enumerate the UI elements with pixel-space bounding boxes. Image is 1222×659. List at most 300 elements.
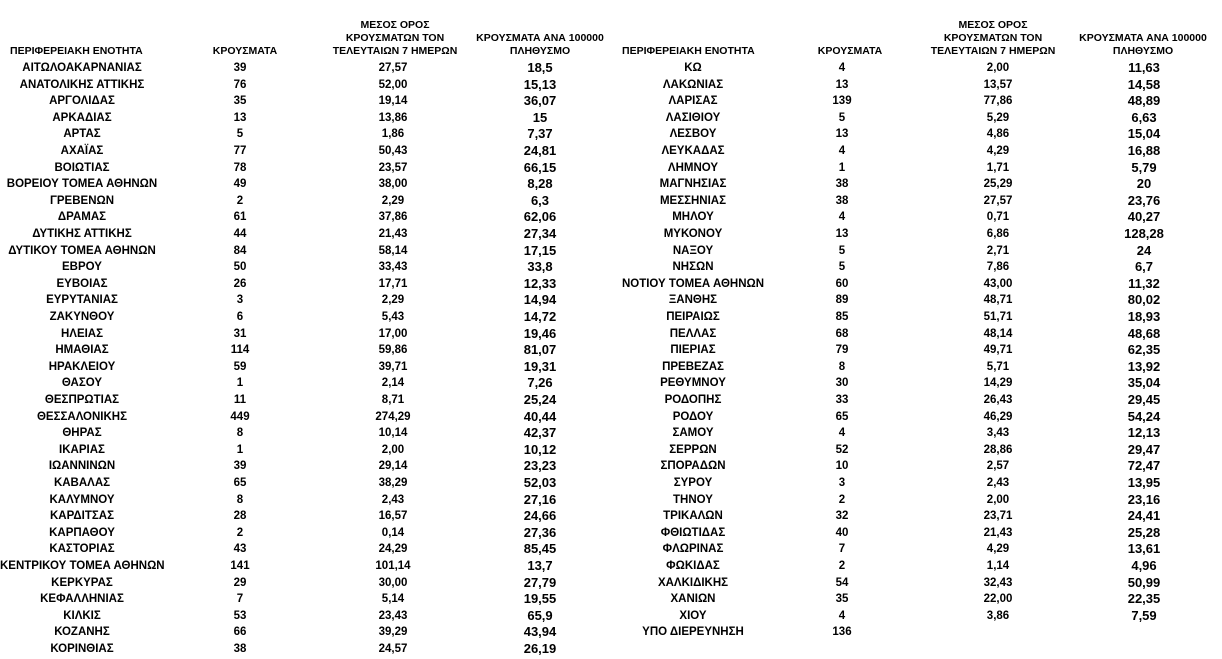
cell-cases: 7: [236, 593, 244, 606]
cell-avg7: 27,57: [378, 62, 408, 74]
cell-avg7: 46,29: [983, 410, 1013, 423]
cell-avg7: 5,29: [986, 111, 1010, 124]
cell-cases: 2: [838, 560, 846, 572]
cell-region: ΘΕΣΣΑΛΟΝΙΚΗΣ: [36, 410, 128, 423]
cell-per100k: 80,02: [1127, 292, 1161, 308]
cell-cases: 141: [230, 560, 250, 572]
cell-avg7: 6,86: [986, 228, 1010, 240]
table-row: [0, 492, 610, 509]
table-row: [0, 60, 610, 77]
table-row: [0, 326, 610, 343]
cell-avg7: 32,43: [983, 576, 1013, 589]
table-row: [610, 575, 1222, 592]
table-row: [0, 508, 610, 525]
table-row: [0, 309, 610, 326]
cell-avg7: 2,00: [986, 62, 1010, 74]
header-per100k-line2: ΠΛΗΘΥΣΜΟ: [509, 45, 571, 57]
cell-region: ΜΑΓΝΗΣΙΑΣ: [659, 178, 727, 191]
cell-region: ΠΡΕΒΕΖΑΣ: [662, 360, 724, 373]
cell-region: ΜΗΛΟΥ: [672, 211, 714, 224]
cell-avg7: 2,71: [986, 244, 1010, 257]
cell-cases: 38: [835, 194, 849, 207]
cell-region: ΡΕΘΥΜΝΟΥ: [660, 377, 726, 390]
cell-region: ΛΕΥΚΑΔΑΣ: [661, 145, 725, 157]
table-row: [610, 425, 1222, 442]
cell-cases: 66: [233, 626, 247, 639]
table-row: [0, 276, 610, 293]
table-row: [0, 442, 610, 459]
cell-per100k: 6,63: [1131, 109, 1157, 125]
cell-region: ΕΒΡΟΥ: [62, 261, 102, 274]
cell-avg7: 5,43: [381, 311, 405, 323]
cell-cases: 4: [838, 211, 846, 224]
cell-region: ΠΕΛΛΑΣ: [669, 327, 717, 340]
table-row: [0, 226, 610, 243]
cell-avg7: 2,43: [381, 493, 405, 506]
cell-avg7: 24,29: [378, 543, 408, 556]
cell-avg7: 29,14: [378, 460, 408, 473]
cell-region: ΘΕΣΠΡΩΤΙΑΣ: [44, 394, 120, 406]
cell-region: ΤΗΝΟΥ: [673, 493, 713, 506]
cell-region: ΘΗΡΑΣ: [62, 427, 102, 440]
table-row: [610, 226, 1222, 243]
table-row: [610, 193, 1222, 210]
cell-avg7: 14,29: [983, 377, 1013, 390]
cell-cases: 65: [835, 410, 849, 423]
cell-cases: 60: [835, 277, 849, 290]
cell-per100k: 29,47: [1127, 441, 1161, 457]
table-row: [610, 243, 1222, 260]
cell-avg7: 26,43: [983, 394, 1013, 406]
table-row: [610, 342, 1222, 359]
cell-cases: 28: [233, 510, 247, 523]
cell-per100k: 14,58: [1127, 76, 1161, 92]
cell-per100k: 24,41: [1127, 508, 1161, 524]
cell-region: ΣΕΡΡΩΝ: [669, 443, 717, 456]
table-row: [610, 475, 1222, 492]
cell-avg7: 17,71: [378, 277, 408, 290]
cell-cases: 4: [838, 609, 846, 622]
header-avg7: [918, 19, 1068, 58]
cell-cases: 139: [832, 95, 852, 108]
cell-avg7: 37,86: [378, 211, 408, 224]
header-cases: ΚΡΟΥΣΜΑΤΑ: [817, 45, 883, 57]
cell-region: ΥΠΟ ΔΙΕΡΕΥΝΗΣΗ: [642, 626, 744, 639]
table-row: [0, 475, 610, 492]
table-row: [0, 110, 610, 127]
table-row: [610, 541, 1222, 558]
left-table-header: [0, 0, 610, 60]
cell-per100k: 19,46: [523, 325, 557, 341]
cell-per100k: 13,7: [527, 558, 553, 573]
table-row: [0, 126, 610, 143]
table-row: [610, 276, 1222, 293]
cell-per100k: 7,59: [1131, 607, 1157, 623]
right-table-header: [610, 0, 1222, 60]
cell-region: ΑΧΑΪΑΣ: [60, 145, 104, 157]
cell-region: ΖΑΚΥΝΘΟΥ: [49, 311, 115, 323]
cell-cases: 32: [835, 510, 849, 523]
header-per100k-line1: ΚΡΟΥΣΜΑΤΑ ΑΝΑ 100000: [1079, 32, 1207, 44]
cell-region: ΣΥΡΟΥ: [673, 477, 713, 489]
table-row: [610, 558, 1222, 575]
header-avg7-line1: ΜΕΣΟΣ ΟΡΟΣ: [958, 19, 1028, 31]
cell-avg7: 1,71: [986, 161, 1010, 174]
cell-region: ΠΕΙΡΑΙΩΣ: [666, 311, 720, 323]
cell-per100k: 22,35: [1127, 591, 1161, 607]
cell-region: ΕΥΡΥΤΑΝΙΑΣ: [46, 294, 118, 307]
table-row: [0, 458, 610, 475]
cell-avg7: 39,71: [378, 360, 408, 373]
header-avg7-line3: ΤΕΛΕΥΤΑΙΩΝ 7 ΗΜΕΡΩΝ: [930, 45, 1056, 57]
cell-per100k: 14,94: [523, 292, 557, 308]
cell-region: ΚΕΦΑΛΛΗΝΙΑΣ: [40, 593, 124, 606]
cell-avg7: 28,86: [983, 443, 1013, 456]
cell-cases: 13: [835, 128, 849, 141]
cell-cases: 33: [835, 394, 849, 406]
cell-per100k: 15,13: [523, 76, 557, 92]
cell-avg7: 22,00: [983, 593, 1013, 606]
cell-per100k: 13,95: [1127, 475, 1161, 490]
cell-region: ΑΡΓΟΛΙΔΑΣ: [49, 95, 115, 108]
cell-per100k: 48,89: [1127, 93, 1161, 109]
cell-avg7: 49,71: [983, 344, 1013, 357]
table-row: [0, 575, 610, 592]
cell-cases: 3: [236, 294, 244, 307]
cell-avg7: 13,86: [378, 111, 408, 124]
cell-per100k: 25,24: [523, 392, 557, 407]
cell-per100k: 48,68: [1127, 325, 1161, 341]
cell-per100k: 7,26: [527, 375, 553, 391]
cell-cases: 8: [838, 360, 846, 373]
cell-cases: 26: [233, 277, 247, 290]
table-row: [610, 176, 1222, 193]
cell-avg7: 101,14: [375, 560, 411, 572]
table-row: [610, 93, 1222, 110]
table-row: [0, 259, 610, 276]
cell-region: ΚΑΡΠΑΘΟΥ: [49, 526, 115, 539]
cell-per100k: 40,27: [1127, 209, 1161, 225]
cell-cases: 49: [233, 178, 247, 191]
cell-per100k: 18,93: [1127, 309, 1161, 324]
cell-avg7: 23,43: [378, 609, 408, 622]
cell-per100k: 27,79: [523, 574, 557, 590]
cell-avg7: 52,00: [378, 78, 408, 91]
cell-region: ΑΡΚΑΔΙΑΣ: [52, 111, 112, 124]
table-row: [0, 359, 610, 376]
cell-region: ΛΕΣΒΟΥ: [669, 128, 717, 141]
header-avg7-line3: ΤΕΛΕΥΤΑΙΩΝ 7 ΗΜΕΡΩΝ: [332, 45, 458, 57]
cell-per100k: 23,23: [523, 458, 557, 474]
cell-per100k: 10,12: [523, 441, 557, 457]
cell-per100k: 20: [1136, 176, 1152, 192]
cell-region: ΙΩΑΝΝΙΝΩΝ: [48, 460, 116, 473]
cell-cases: 7: [838, 543, 846, 556]
cell-avg7: 13,57: [983, 78, 1013, 91]
cell-region: ΚΑΒΑΛΑΣ: [53, 477, 111, 489]
cell-region: ΚΩ: [684, 62, 702, 74]
cell-per100k: 12,13: [1127, 425, 1161, 441]
header-per100k: [1068, 32, 1218, 58]
table-row: [610, 209, 1222, 226]
table-row: [610, 525, 1222, 542]
cell-per100k: 52,03: [523, 475, 557, 490]
cell-cases: 52: [835, 443, 849, 456]
cell-region: ΑΙΤΩΛΟΑΚΑΡΝΑΝΙΑΣ: [22, 62, 142, 74]
cell-per100k: 23,16: [1127, 491, 1161, 507]
cell-per100k: 62,35: [1127, 342, 1161, 358]
table-row: [610, 60, 1222, 77]
cell-avg7: 24,57: [378, 643, 408, 655]
cell-cases: 5: [838, 244, 846, 257]
cell-per100k: 23,76: [1127, 192, 1161, 208]
cell-region: ΚΑΛΥΜΝΟΥ: [49, 493, 115, 506]
cell-avg7: 1,14: [986, 560, 1010, 572]
cell-per100k: 42,37: [523, 425, 557, 441]
cell-region: ΣΑΜΟΥ: [672, 427, 714, 440]
cell-per100k: 27,16: [523, 491, 557, 507]
cell-avg7: 77,86: [983, 95, 1013, 108]
cell-region: ΚΕΝΤΡΙΚΟΥ ΤΟΜΕΑ ΑΘΗΝΩΝ: [0, 560, 165, 572]
cell-cases: 2: [236, 526, 244, 539]
cell-cases: 114: [230, 344, 250, 357]
table-row: [0, 176, 610, 193]
cell-cases: 31: [233, 327, 247, 340]
cell-avg7: 2,29: [381, 294, 405, 307]
cell-per100k: 36,07: [523, 93, 557, 109]
cell-cases: 43: [233, 543, 247, 556]
cell-avg7: 17,00: [378, 327, 408, 340]
table-row: [0, 608, 610, 625]
cell-region: ΠΙΕΡΙΑΣ: [670, 344, 716, 357]
cell-avg7: 10,14: [378, 427, 408, 440]
cell-region: ΔΥΤΙΚΟΥ ΤΟΜΕΑ ΑΘΗΝΩΝ: [8, 244, 156, 257]
table-row: [610, 160, 1222, 177]
cell-avg7: 38,00: [378, 178, 408, 191]
table-row: [610, 143, 1222, 160]
table-row: [0, 342, 610, 359]
cell-cases: 1: [838, 161, 846, 174]
cell-cases: 1: [236, 377, 244, 390]
table-row: [0, 160, 610, 177]
table-row: [0, 624, 610, 641]
table-row: [610, 77, 1222, 94]
cell-per100k: 40,44: [523, 408, 557, 424]
cell-cases: 5: [236, 128, 244, 141]
header-region: ΠΕΡΙΦΕΡΕΙΑΚΗ ΕΝΟΤΗΤΑ: [10, 45, 143, 57]
table-row: [610, 375, 1222, 392]
table-row: [610, 126, 1222, 143]
cell-region: ΡΟΔΟΠΗΣ: [664, 394, 722, 406]
cell-per100k: 16,88: [1127, 143, 1161, 158]
cell-avg7: 48,14: [983, 327, 1013, 340]
cell-cases: 44: [233, 228, 247, 240]
cell-cases: 4: [838, 427, 846, 440]
table-row: [0, 425, 610, 442]
cell-avg7: 4,86: [986, 128, 1010, 141]
cell-cases: 13: [835, 78, 849, 91]
cell-avg7: 43,00: [983, 277, 1013, 290]
cell-per100k: 25,28: [1127, 524, 1161, 540]
cell-per100k: 6,3: [530, 192, 550, 208]
cell-per100k: 8,28: [527, 176, 553, 192]
cell-region: ΝΟΤΙΟΥ ΤΟΜΕΑ ΑΘΗΝΩΝ: [621, 277, 765, 290]
cell-avg7: 2,14: [381, 377, 405, 390]
cell-cases: 50: [233, 261, 247, 274]
cell-avg7: 23,57: [378, 161, 408, 174]
cell-per100k: 72,47: [1127, 458, 1161, 474]
cell-region: ΑΡΤΑΣ: [63, 128, 101, 141]
cell-region: ΛΑΣΙΘΙΟΥ: [665, 111, 721, 124]
cell-avg7: 2,43: [986, 477, 1010, 489]
cell-region: ΝΗΣΩΝ: [672, 261, 714, 274]
cell-per100k: 65,9: [527, 607, 553, 623]
cell-per100k: 18,5: [527, 60, 553, 75]
cell-cases: 4: [838, 62, 846, 74]
table-row: [610, 110, 1222, 127]
cell-avg7: 3,86: [986, 609, 1010, 622]
cell-avg7: 4,29: [986, 145, 1010, 157]
cell-avg7: 38,29: [378, 477, 408, 489]
cell-cases: 40: [835, 526, 849, 539]
cell-region: ΧΙΟΥ: [679, 609, 707, 622]
cell-cases: 53: [233, 609, 247, 622]
header-region: ΠΕΡΙΦΕΡΕΙΑΚΗ ΕΝΟΤΗΤΑ: [622, 45, 755, 57]
cell-region: ΕΥΒΟΙΑΣ: [56, 277, 108, 290]
cell-region: ΚΑΡΔΙΤΣΑΣ: [49, 510, 115, 523]
header-avg7: [320, 19, 470, 58]
cell-avg7: 51,71: [983, 311, 1013, 323]
table-row: [610, 326, 1222, 343]
cell-region: ΔΡΑΜΑΣ: [57, 211, 107, 224]
table-row: [0, 77, 610, 94]
cell-cases: 13: [835, 228, 849, 240]
cell-avg7: 23,71: [983, 510, 1013, 523]
table-row: [0, 375, 610, 392]
cell-per100k: 24,81: [523, 143, 557, 158]
cell-per100k: 17,15: [523, 242, 557, 258]
cell-per100k: 35,04: [1127, 375, 1161, 391]
cell-region: ΝΑΞΟΥ: [672, 244, 714, 257]
cell-avg7: 2,00: [986, 493, 1010, 506]
cell-cases: 11: [233, 394, 247, 406]
cell-region: ΦΘΙΩΤΙΔΑΣ: [660, 526, 726, 539]
cell-per100k: 27,34: [523, 226, 557, 241]
cell-per100k: 33,8: [527, 259, 553, 275]
table-row: [0, 193, 610, 210]
left-table: [0, 0, 610, 659]
cell-region: ΚΟΡΙΝΘΙΑΣ: [50, 643, 114, 655]
table-row: [610, 409, 1222, 426]
cell-cases: 3: [838, 477, 846, 489]
cell-region: ΜΕΣΣΗΝΙΑΣ: [659, 194, 727, 207]
cell-per100k: 14,72: [523, 309, 557, 324]
cell-avg7: 21,43: [378, 228, 408, 240]
cell-cases: 38: [835, 178, 849, 191]
cell-per100k: 128,28: [1124, 226, 1164, 241]
cell-cases: 65: [233, 477, 247, 489]
cell-per100k: 66,15: [523, 159, 557, 175]
cell-region: ΗΛΕΙΑΣ: [60, 327, 104, 340]
cell-cases: 6: [236, 311, 244, 323]
header-avg7-line2: ΚΡΟΥΣΜΑΤΩΝ ΤΟΝ: [345, 32, 445, 44]
cell-region: ΦΩΚΙΔΑΣ: [666, 560, 720, 572]
cell-region: ΗΡΑΚΛΕΙΟΥ: [48, 360, 116, 373]
cell-region: ΞΑΝΘΗΣ: [668, 294, 718, 307]
cell-cases: 4: [838, 145, 846, 157]
cell-cases: 1: [236, 443, 244, 456]
cell-per100k: 24,66: [523, 508, 557, 524]
cell-region: ΡΟΔΟΥ: [672, 410, 714, 423]
cell-per100k: 13,92: [1127, 358, 1161, 374]
cell-per100k: 85,45: [523, 541, 557, 557]
cell-avg7: 1,86: [381, 128, 405, 141]
cell-region: ΤΡΙΚΑΛΩΝ: [663, 510, 723, 523]
cell-per100k: 62,06: [523, 209, 557, 225]
cell-per100k: 29,45: [1127, 392, 1161, 407]
cell-cases: 54: [835, 576, 849, 589]
cell-avg7: 2,00: [381, 443, 405, 456]
cell-region: ΘΑΣΟΥ: [61, 377, 103, 390]
header-avg7-line1: ΜΕΣΟΣ ΟΡΟΣ: [360, 19, 430, 31]
cell-per100k: 26,19: [523, 641, 557, 656]
cell-cases: 10: [835, 460, 849, 473]
cell-cases: 79: [835, 344, 849, 357]
cell-cases: 89: [835, 294, 849, 307]
cell-cases: 39: [233, 460, 247, 473]
cell-region: ΛΗΜΝΟΥ: [667, 161, 719, 174]
cell-cases: 59: [233, 360, 247, 373]
cell-region: ΛΑΡΙΣΑΣ: [668, 95, 718, 108]
cell-per100k: 19,31: [523, 358, 557, 374]
cell-avg7: 5,71: [986, 360, 1010, 373]
cell-cases: 61: [233, 211, 247, 224]
table-row: [0, 525, 610, 542]
cell-per100k: 15,04: [1127, 126, 1161, 142]
cell-region: ΗΜΑΘΙΑΣ: [55, 344, 109, 357]
table-row: [0, 209, 610, 226]
table-row: [0, 558, 610, 575]
cell-avg7: 8,71: [381, 394, 405, 406]
cell-cases: 29: [233, 576, 247, 589]
header-per100k-line1: ΚΡΟΥΣΜΑΤΑ ΑΝΑ 100000: [476, 32, 604, 44]
table-row: [610, 591, 1222, 608]
cell-region: ΓΡΕΒΕΝΩΝ: [49, 194, 115, 207]
cell-cases: 449: [230, 410, 250, 423]
cell-avg7: 3,43: [986, 427, 1010, 440]
cell-cases: 85: [835, 311, 849, 323]
table-row: [0, 591, 610, 608]
table-row: [0, 541, 610, 558]
cell-per100k: 50,99: [1127, 574, 1161, 590]
cell-region: ΧΑΝΙΩΝ: [670, 593, 716, 606]
cell-avg7: 27,57: [983, 194, 1013, 207]
table-row: [0, 409, 610, 426]
table-row: [0, 392, 610, 409]
cell-avg7: 0,71: [986, 211, 1010, 224]
cell-per100k: 4,96: [1131, 558, 1157, 573]
table-row: [0, 143, 610, 160]
table-row: [610, 259, 1222, 276]
cell-cases: 8: [236, 493, 244, 506]
cell-avg7: 21,43: [983, 526, 1013, 539]
cell-avg7: 0,14: [381, 526, 405, 539]
cell-cases: 84: [233, 244, 247, 257]
cell-cases: 13: [233, 111, 247, 124]
cell-per100k: 13,61: [1127, 541, 1161, 557]
cell-region: ΙΚΑΡΙΑΣ: [59, 443, 105, 456]
cell-per100k: 12,33: [523, 275, 557, 291]
